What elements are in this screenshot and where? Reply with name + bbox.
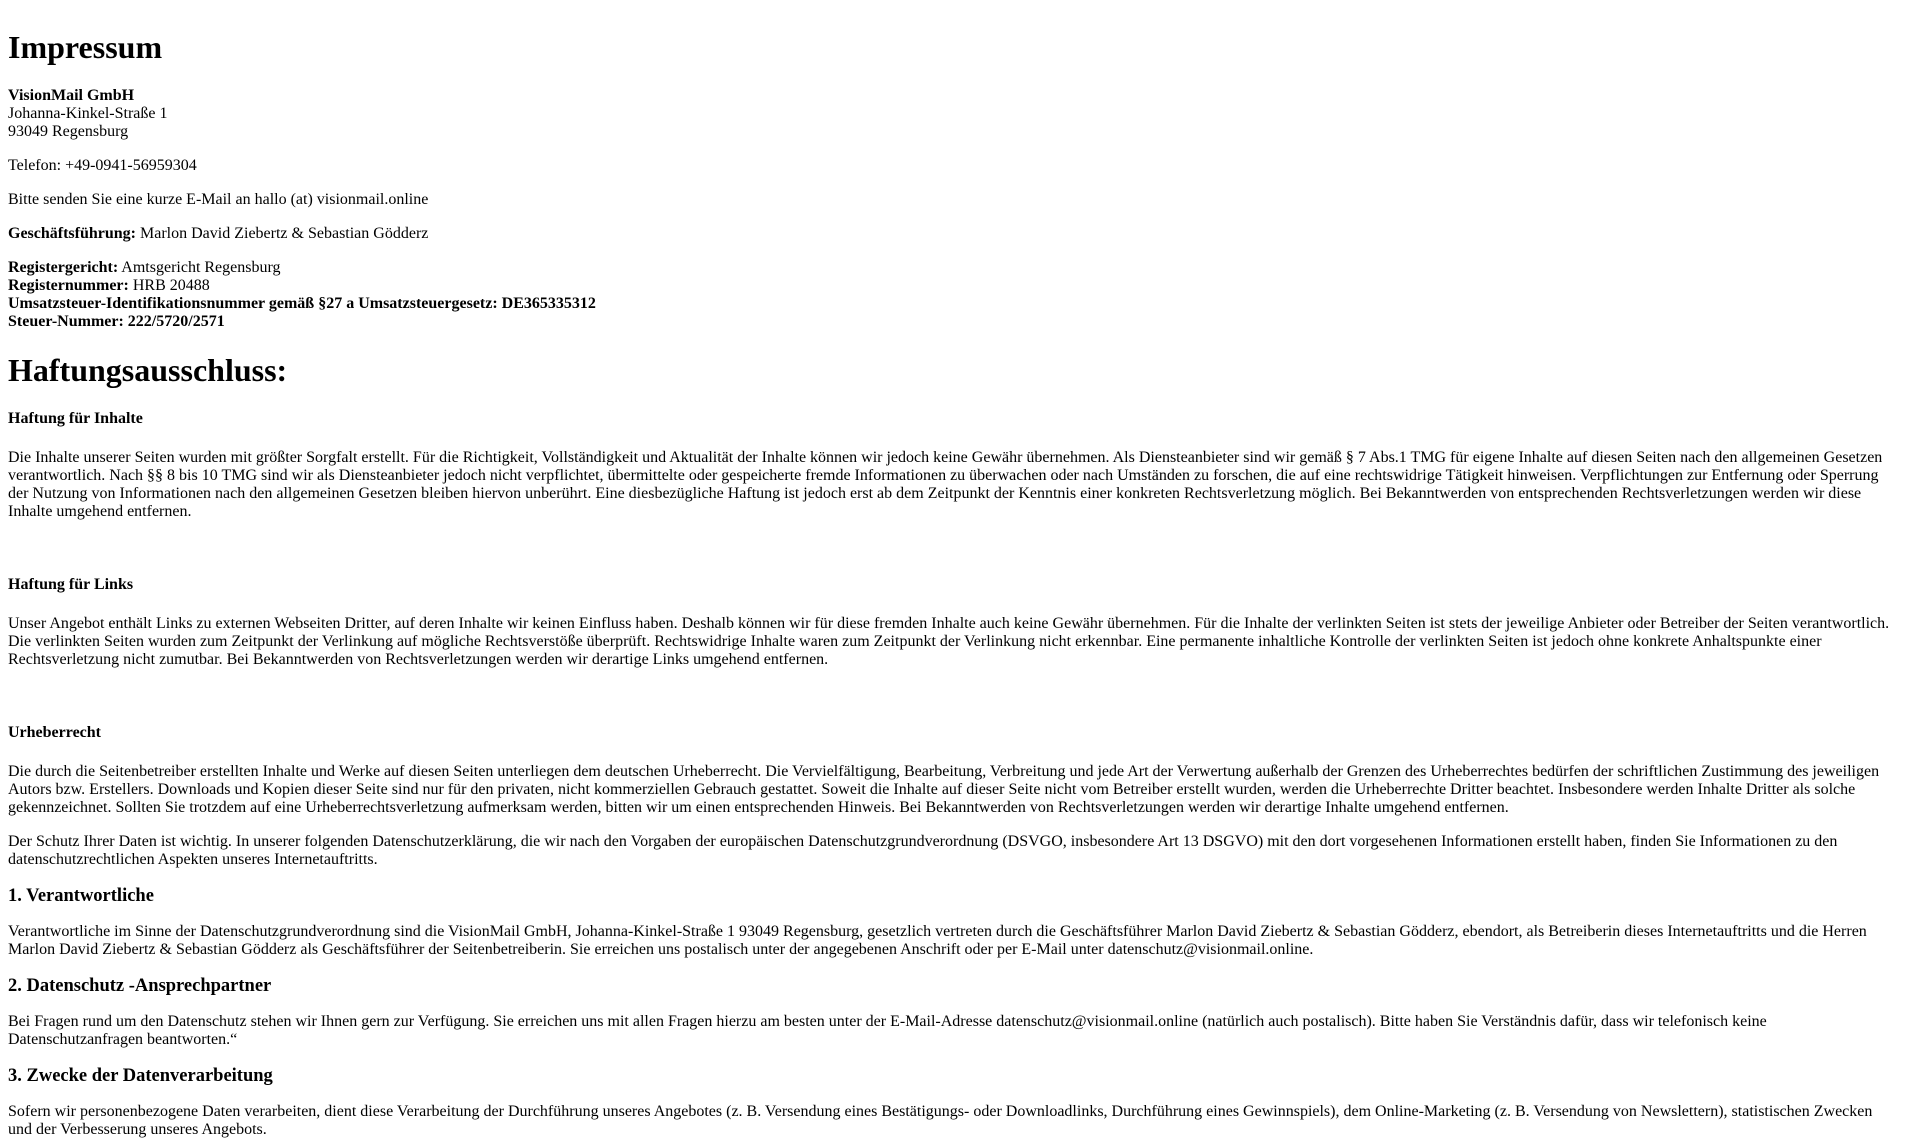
spacer xyxy=(8,537,1896,555)
phone-line: Telefon: +49-0941-56959304 xyxy=(8,157,197,174)
spacer xyxy=(8,685,1896,703)
content-liability-heading: Haftung für Inhalte xyxy=(8,410,143,427)
regnum-value: HRB 20488 xyxy=(128,277,210,294)
management-value: Marlon David Ziebertz & Sebastian Gödderz xyxy=(136,225,429,242)
company-street: Johanna-Kinkel-Straße 1 xyxy=(8,105,168,122)
management-line xyxy=(8,225,1896,243)
privacy-intro: Der Schutz Ihrer Daten ist wichtig. In unserer folgenden Datenschutzerklärung, die wir nach den Vorgaben der europäischen Datenschutzgrundverordnung (DSVGO, insbesondere Art 13 DSGVO) mit den dort vorgesehenen Informationen erstellt haben, finden Sie Informationen zu den datenschutzrechtlichen Aspekten unseres Internetauftritts. xyxy=(8,833,1838,868)
regnum-label: Registernummer: xyxy=(8,277,129,294)
privacy-section-2-heading: 2. Datenschutz -Ansprechpartner xyxy=(8,976,272,996)
links-liability-text: Unser Angebot enthält Links zu externen Webseiten Dritter, auf deren Inhalte wir keinen Einfluss haben. Deshalb können wir für diese fremden Inhalte auch keine Gewähr übernehmen. Für die Inhalte der verlinkten Seiten ist stets der jeweilige Anbieter oder Betreiber der Seiten verantwortlich. Die verlinkten Seiten wurden zum Zeitpunkt der Verlinkung auf mögliche Rechtsverstöße überprüft. Rechtswidrige Inhalte waren zum Zeitpunkt der Verlinkung nicht erkennbar. Eine permanente inhaltliche Kontrolle der verlinkten Seiten ist jedoch ohne konkrete Anhaltspunkte einer Rechtsverletzung nicht zumutbar. Bei Bekanntwerden von Rechtsverletzungen werden wir derartige Links umgehend entfernen. xyxy=(8,615,1890,668)
copyright-heading: Urheberrecht xyxy=(8,724,101,741)
links-liability-heading: Haftung für Links xyxy=(8,576,134,593)
tax-line: Steuer-Nummer: 222/5720/2571 xyxy=(8,313,225,330)
haftung-title: Haftungsausschluss: xyxy=(8,352,288,388)
management-label: Geschäftsführung: xyxy=(8,225,137,242)
copyright-text: Die durch die Seitenbetreiber erstellten Inhalte und Werke auf diesen Seiten unterliegen dem deutschen Urheberrecht. Die Vervielfältigung, Bearbeitung, Verbreitung und jede Art der Verwertung außerhalb der Grenzen des Urheberrechtes bedürfen der schriftlichen Zustimmung des jeweiligen Autors bzw. Erstellers. Downloads und Kopien dieser Seite sind nur für den privaten, nicht kommerziellen Gebrauch gestattet. Soweit die Inhalte auf dieser Seite nicht vom Betreiber erstellt wurden, werden die Urheberrechte Dritter beachtet. Insbesondere werden Inhalte Dritter als solche gekennzeichnet. Sollten Sie trotzdem auf eine Urheberrechtsverletzung aufmerksam werden, bitten wir um einen entsprechenden Hinweis. Bei Bekanntwerden von Rechtsverletzungen werden wir derartige Inhalte umgehend entfernen. xyxy=(8,763,1880,816)
privacy-section-2-text: Bei Fragen rund um den Datenschutz stehen wir Ihnen gern zur Verfügung. Sie erreichen uns mit allen Fragen hierzu am besten unter der E-Mail-Adresse datenschutz@visionmail.online (natürlich auch postalisch). Bitte haben Sie Verständnis dafür, dass wir telefonisch keine Datenschutzanfragen beantworten.“ xyxy=(8,1013,1767,1048)
register-info xyxy=(8,259,1896,331)
content-liability-text: Die Inhalte unserer Seiten wurden mit größter Sorgfalt erstellt. Für die Richtigkeit, Vollständigkeit und Aktualität der Inhalte können wir jedoch keine Gewähr übernehmen. Als Diensteanbieter sind wir gemäß § 7 Abs.1 TMG für eigene Inhalte auf diesen Seiten nach den allgemeinen Gesetzen verantwortlich. Nach §§ 8 bis 10 TMG sind wir als Diensteanbieter jedoch nicht verpflichtet, übermittelte oder gespeicherte fremde Informationen zu überwachen oder nach Umständen zu forschen, die auf eine rechtswidrige Tätigkeit hinweisen. Verpflichtungen zur Entfernung oder Sperrung der Nutzung von Informationen nach den allgemeinen Gesetzen bleiben hiervon unberührt. Eine diesbezügliche Haftung ist jedoch erst ab dem Zeitpunkt der Kenntnis einer konkreten Rechtsverletzung möglich. Bei Bekanntwerden von entsprechenden Rechtsverletzungen werden wir diese Inhalte umgehend entfernen. xyxy=(8,449,1883,520)
privacy-section-1-heading: 1. Verantwortliche xyxy=(8,886,154,906)
privacy-section-1-text: Verantwortliche im Sinne der Datenschutzgrundverordnung sind die VisionMail GmbH, Johanna-Kinkel-Straße 1 93049 Regensburg, gesetzlich vertreten durch die Geschäftsführer Marlon David Ziebertz & Sebastian Gödderz, ebendort, als Betreiberin dieses Internetauftritts und die Herren Marlon David Ziebertz & Sebastian Gödderz als Geschäftsführer der Seitenbetreiberin. Sie erreichen uns postalisch unter der angegebenen Anschrift oder per E-Mail unter datenschutz@visionmail.online. xyxy=(8,923,1867,958)
court-value: Amtsgericht Regensburg xyxy=(118,259,281,276)
company-city: 93049 Regensburg xyxy=(8,123,129,140)
privacy-section-3-text: Sofern wir personenbezogene Daten verarbeiten, dient diese Verarbeitung der Durchführung unseres Angebotes (z. B. Versendung eines Bestätigungs- oder Downloadlinks, Durchführung eines Gewinnspiels), dem Online-Marketing (z. B. Versendung von Newslettern), statistischen Zwecken und der Verbesserung unseres Angebots. xyxy=(8,1103,1873,1138)
vat-line: Umsatzsteuer-Identifikationsnummer gemäß §27 a Umsatzsteuergesetz: DE365335312 xyxy=(8,295,596,312)
privacy-section-3-heading: 3. Zwecke der Datenverarbeitung xyxy=(8,1066,273,1086)
company-name: VisionMail GmbH xyxy=(8,87,135,104)
court-label: Registergericht: xyxy=(8,259,119,276)
company-address xyxy=(8,87,1896,141)
email-note: Bitte senden Sie eine kurze E-Mail an hallo (at) visionmail.online xyxy=(8,191,429,208)
impressum-title: Impressum xyxy=(8,29,163,65)
